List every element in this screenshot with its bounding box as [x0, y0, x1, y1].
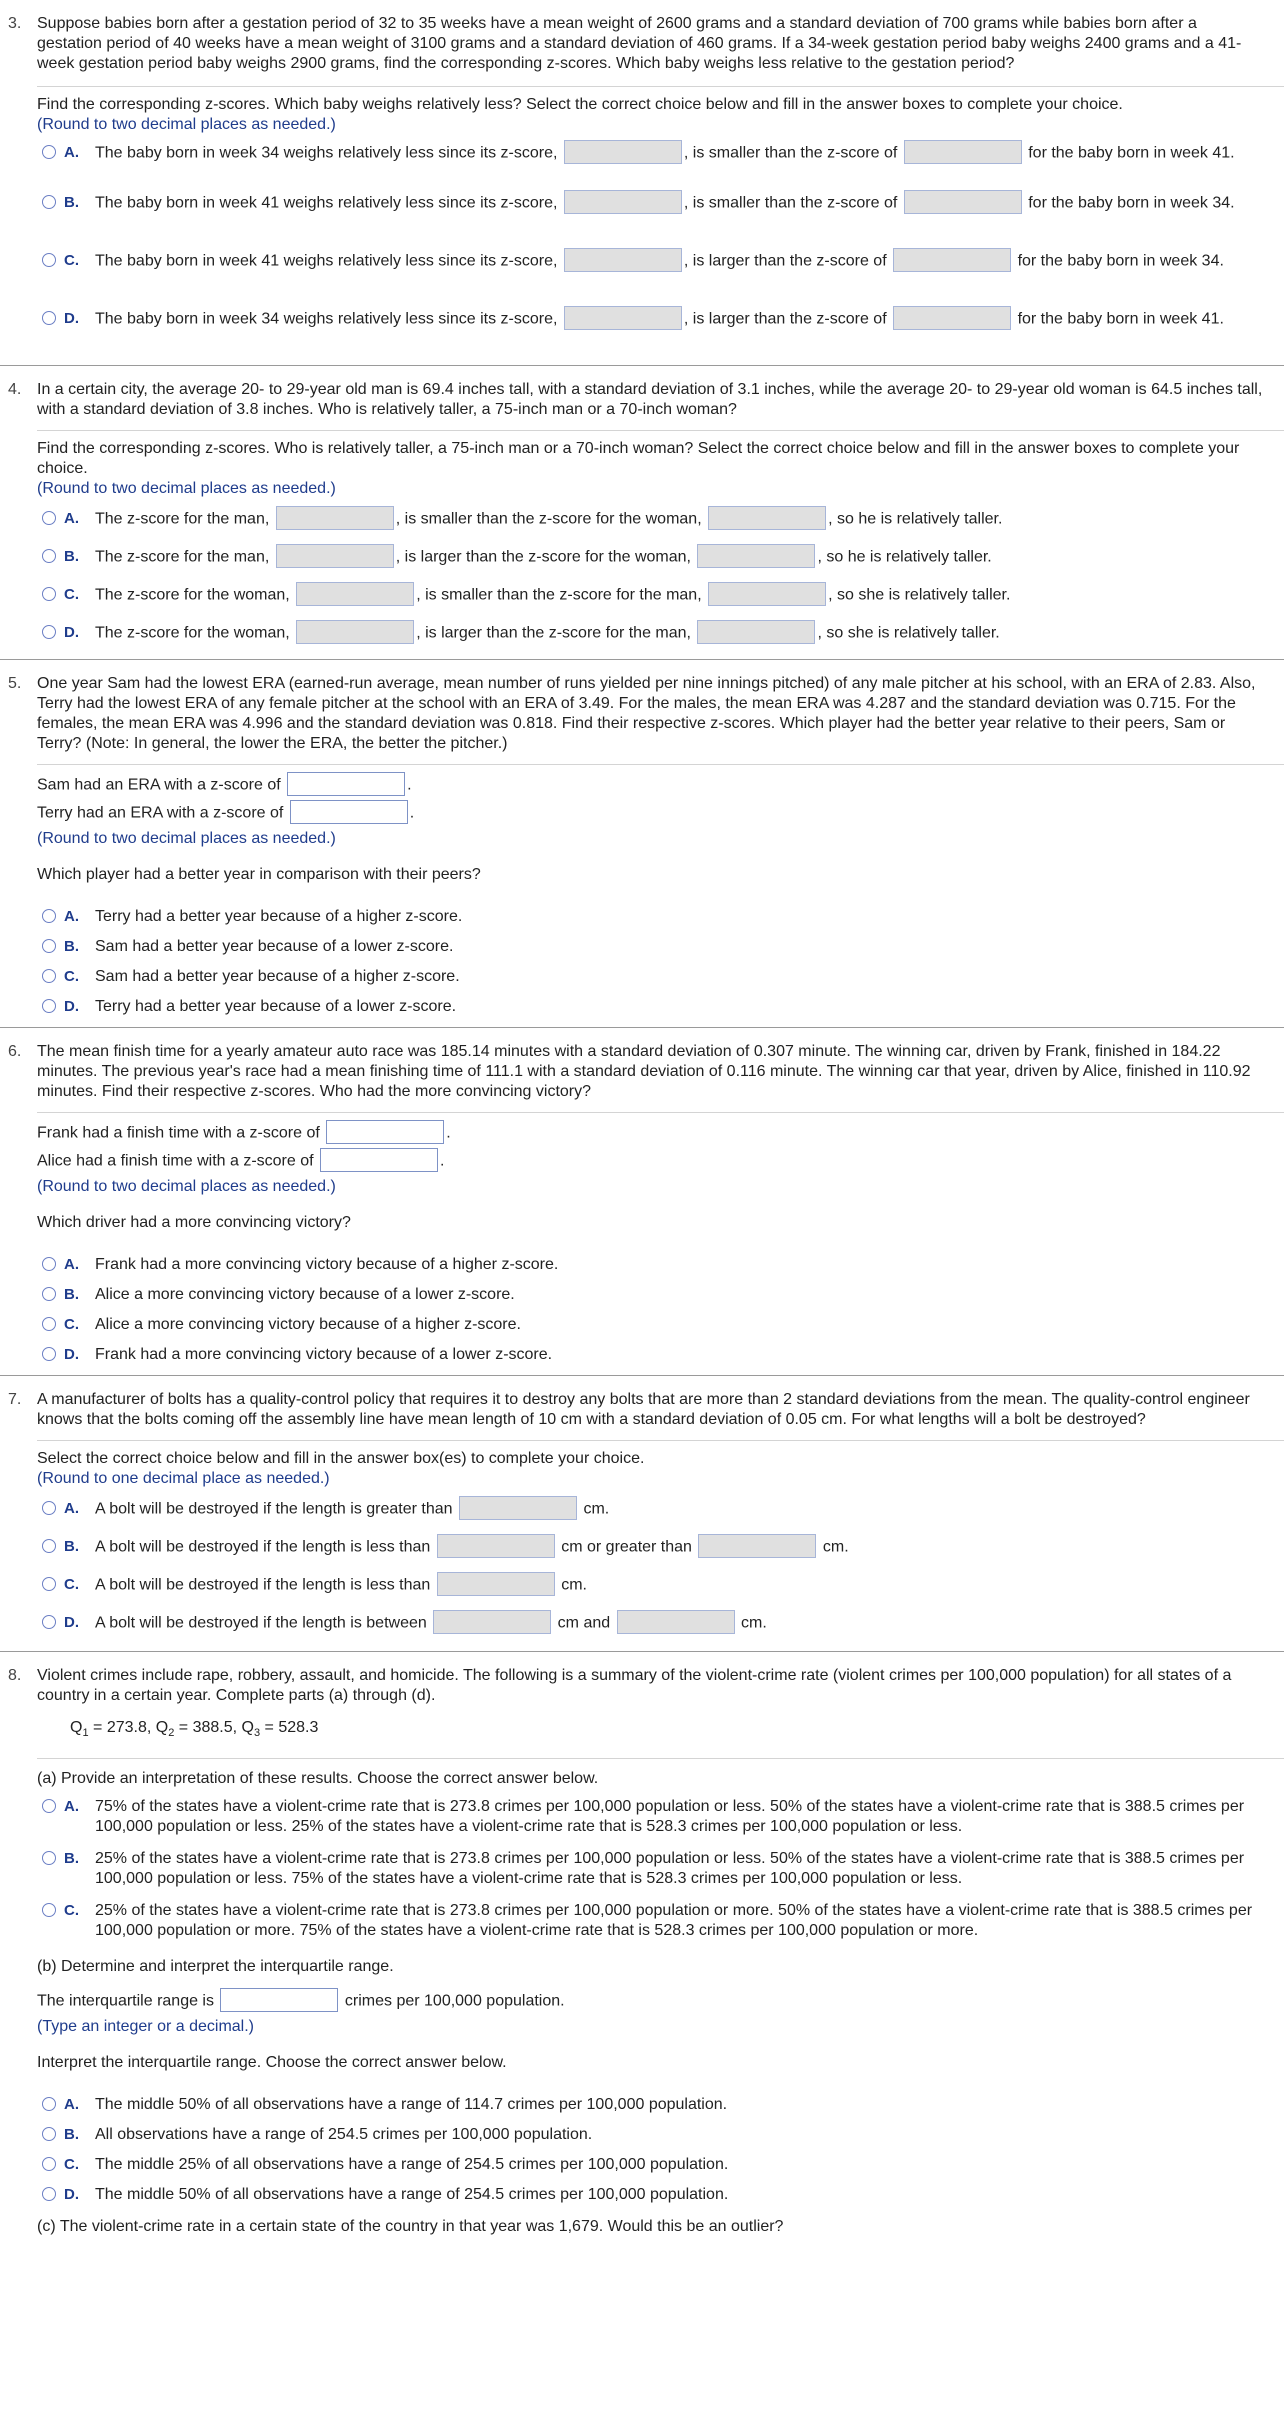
- answer-box[interactable]: [697, 544, 815, 568]
- prompt-text: Frank had a finish time with a z-score of: [37, 1124, 320, 1142]
- option-text: The baby born in week 41 weighs relatively less since its z-score,: [95, 252, 558, 270]
- q-value: = 528.3: [260, 1719, 319, 1736]
- option-d[interactable]: [37, 1345, 1254, 1375]
- option-c[interactable]: [37, 967, 1254, 997]
- question-text: One year Sam had the lowest ERA (earned-run average, mean number of runs yielded per nine innings pitched) of any male pitcher at his school, with an ERA of 2.83. Also, Terry had the lowest ERA of any female pitcher at the school with an ERA of 3.49. For the males, the mean ERA was 4.287 and the standard deviation was 0.715. For the females, the mean ERA was 4.996 and the standard deviation was 0.818. Find their respective z-scores. Which player had the better year relative to their peers, Sam or Terry? (Note: In general, the lower the ERA, the better the pitcher.): [37, 675, 1256, 752]
- interpret-prompt: Interpret the interquartile range. Choose the correct answer below.: [37, 2054, 507, 2071]
- option-text: The baby born in week 34 weighs relatively less since its z-score,: [95, 144, 558, 162]
- option-letter: B.: [64, 194, 79, 211]
- option-text: 25% of the states have a violent-crime rate that is 273.8 crimes per 100,000 population or more. 50% of the states have a violent-crime rate that is 388.5 crimes per 100,000 population or more. 75% of the states have a violent-crime rate that is 528.3 crimes per 100,000 population or more.: [95, 1902, 1253, 1939]
- question-6: [0, 1028, 1284, 1375]
- terry-zscore-line: [37, 803, 1266, 829]
- answer-box[interactable]: [276, 544, 394, 568]
- terry-zscore-input[interactable]: [290, 800, 408, 824]
- option-b[interactable]: [37, 937, 1254, 967]
- question-number: 3.: [8, 15, 22, 32]
- option-letter: D.: [64, 1346, 79, 1363]
- instruction: Find the corresponding z-scores. Which baby weighs relatively less? Select the correct choice below and fill in the answer boxes to complete your choice.: [37, 96, 1123, 113]
- radio-button[interactable]: [42, 1317, 56, 1331]
- option-letter: B.: [64, 938, 79, 955]
- option-text: , is smaller than the z-score for the woman,: [395, 510, 702, 528]
- option-letter: C.: [64, 1902, 79, 1919]
- answer-box[interactable]: [617, 1610, 735, 1634]
- question-8: [0, 1652, 1284, 2237]
- iqr-line: [37, 1991, 1266, 2017]
- option-letter: C.: [64, 968, 79, 985]
- option-c[interactable]: [37, 2155, 1254, 2185]
- question-number: 6.: [8, 1043, 22, 1060]
- radio-button[interactable]: [42, 253, 56, 267]
- iqr-input[interactable]: [220, 1988, 338, 2012]
- option-a[interactable]: [37, 143, 1254, 193]
- option-text: 75% of the states have a violent-crime rate that is 273.8 crimes per 100,000 population or less. 50% of the states have a violent-crime rate that is 388.5 crimes per 100,000 population or less. 25% of the states have a violent-crime rate that is 528.3 crimes per 100,000 population or less.: [95, 1798, 1245, 1835]
- option-letter: A.: [64, 2096, 79, 2113]
- option-letter: B.: [64, 548, 79, 565]
- option-text: The baby born in week 34 weighs relatively less since its z-score,: [95, 310, 558, 328]
- prompt-text: The interquartile range is: [37, 1992, 214, 2010]
- q-subscript: 1: [82, 1727, 89, 1740]
- radio-button[interactable]: [42, 1257, 56, 1271]
- option-text: The z-score for the man,: [95, 548, 270, 566]
- answer-box[interactable]: [697, 620, 815, 644]
- option-text: A bolt will be destroyed if the length is between: [95, 1614, 427, 1632]
- answer-box[interactable]: [564, 306, 682, 330]
- radio-button[interactable]: [42, 587, 56, 601]
- option-letter: B.: [64, 1850, 79, 1867]
- option-b[interactable]: [37, 1537, 1254, 1575]
- answer-box[interactable]: [893, 306, 1011, 330]
- option-letter: B.: [64, 1538, 79, 1555]
- radio-button[interactable]: [42, 909, 56, 923]
- option-a[interactable]: [37, 509, 1254, 547]
- option-letter: C.: [64, 252, 79, 269]
- option-text: Frank had a more convincing victory because of a higher z-score.: [95, 1256, 559, 1273]
- option-letter: C.: [64, 1316, 79, 1333]
- option-text: Terry had a better year because of a lower z-score.: [95, 998, 457, 1015]
- answer-box[interactable]: [276, 506, 394, 530]
- option-text: for the baby born in week 41.: [1017, 310, 1224, 328]
- option-letter: D.: [64, 998, 79, 1015]
- option-d[interactable]: [37, 1613, 1254, 1651]
- part-c-prompt: (c) The violent-crime rate in a certain state of the country in that year was 1,679. Would this be an outlier?: [37, 2218, 784, 2235]
- option-text: , is larger than the z-score for the woman,: [395, 548, 691, 566]
- radio-button[interactable]: [42, 1577, 56, 1591]
- option-text: Sam had a better year because of a higher z-score.: [95, 968, 460, 985]
- option-letter: A.: [64, 1500, 79, 1517]
- option-letter: A.: [64, 908, 79, 925]
- prompt-text: Terry had an ERA with a z-score of: [37, 804, 284, 822]
- option-letter: A.: [64, 144, 79, 161]
- answer-box[interactable]: [904, 190, 1022, 214]
- period: .: [440, 1152, 445, 1170]
- option-text: Terry had a better year because of a higher z-score.: [95, 908, 463, 925]
- option-b[interactable]: [37, 1285, 1254, 1315]
- question-text: Violent crimes include rape, robbery, assault, and homicide. The following is a summary of the violent-crime rate (violent crimes per 100,000 population) for all states of a country in a certain year. Complete parts (a) through (d).: [37, 1667, 1232, 1704]
- option-text: Sam had a better year because of a lower z-score.: [95, 938, 454, 955]
- option-text: cm.: [741, 1614, 767, 1632]
- sam-zscore-input[interactable]: [287, 772, 405, 796]
- option-text: , so he is relatively taller.: [817, 548, 992, 566]
- option-a[interactable]: [37, 1255, 1254, 1285]
- answer-box[interactable]: [698, 1534, 816, 1558]
- option-text: The z-score for the man,: [95, 510, 270, 528]
- option-d[interactable]: [37, 309, 1254, 365]
- option-text: , is larger than the z-score of: [683, 252, 887, 270]
- option-text: The z-score for the woman,: [95, 586, 290, 604]
- option-d[interactable]: [37, 2185, 1254, 2217]
- rounding-hint: (Round to two decimal places as needed.): [37, 116, 336, 133]
- answer-box[interactable]: [708, 506, 826, 530]
- option-c[interactable]: [37, 1901, 1254, 1957]
- q-symbol: Q: [241, 1719, 254, 1736]
- question-5: [0, 660, 1284, 1027]
- option-d[interactable]: [37, 997, 1254, 1027]
- option-c[interactable]: [37, 1315, 1254, 1345]
- question-4: [0, 366, 1284, 659]
- radio-button[interactable]: [42, 311, 56, 325]
- answer-box[interactable]: [437, 1572, 555, 1596]
- option-text: Frank had a more convincing victory because of a lower z-score.: [95, 1346, 553, 1363]
- radio-button[interactable]: [42, 2157, 56, 2171]
- option-text: All observations have a range of 254.5 crimes per 100,000 population.: [95, 2126, 593, 2143]
- radio-button[interactable]: [42, 2187, 56, 2201]
- option-letter: B.: [64, 1286, 79, 1303]
- answer-box[interactable]: [893, 248, 1011, 272]
- question-text: A manufacturer of bolts has a quality-control policy that requires it to destroy any bolts that are more than 2 standard deviations from the mean. The quality-control engineer knows that the bolts coming off the assembly line have mean length of 10 cm with a standard deviation of 0.05 cm. For what lengths will a bolt be destroyed?: [37, 1391, 1250, 1428]
- option-c[interactable]: [37, 1575, 1254, 1613]
- answer-box[interactable]: [904, 140, 1022, 164]
- quartile-summary: [70, 1718, 1284, 1758]
- question-text: In a certain city, the average 20- to 29-year old man is 69.4 inches tall, with a standard deviation of 3.1 inches, while the average 20- to 29-year old woman is 64.5 inches tall, with a standard deviation of 3.8 inches. Who is relatively taller, a 75-inch man or a 70-inch woman?: [37, 381, 1263, 418]
- option-text: for the baby born in week 41.: [1028, 144, 1235, 162]
- period: .: [446, 1124, 451, 1142]
- answer-box[interactable]: [296, 582, 414, 606]
- rounding-hint: (Round to two decimal places as needed.): [37, 1178, 336, 1195]
- option-letter: A.: [64, 1256, 79, 1273]
- option-text: , is larger than the z-score for the man,: [416, 624, 691, 642]
- radio-button[interactable]: [42, 625, 56, 639]
- answer-box[interactable]: [296, 620, 414, 644]
- radio-button[interactable]: [42, 145, 56, 159]
- rounding-hint: (Round to one decimal place as needed.): [37, 1470, 330, 1487]
- option-letter: D.: [64, 310, 79, 327]
- question-text: The mean finish time for a yearly amateur auto race was 185.14 minutes with a standard deviation of 0.307 minute. The winning car, driven by Frank, finished in 184.22 minutes. The previous year's race had a mean finishing time of 111.1 with a standard deviation of 0.116 minute. The winning car that year, driven by Alice, finished in 110.92 minutes. Find their respective z-scores. Who had the more convincing victory?: [37, 1043, 1251, 1100]
- option-text: The z-score for the woman,: [95, 624, 290, 642]
- question-text: Suppose babies born after a gestation period of 32 to 35 weeks have a mean weight of 2600 grams and a standard deviation of 700 grams while babies born after a gestation period of 40 weeks have a mean weight of 3100 grams and a standard deviation of 460 grams. If a 34-week gestation period baby weighs 2400 grams and a 41-week gestation period baby weighs 2900 grams, find the corresponding z-scores. Which baby weighs less relative to the gestation period?: [37, 15, 1242, 72]
- option-text: cm.: [822, 1538, 849, 1556]
- rounding-hint: (Round to two decimal places as needed.): [37, 830, 336, 847]
- answer-box[interactable]: [433, 1610, 551, 1634]
- option-b[interactable]: [37, 547, 1254, 585]
- option-text: Alice a more convincing victory because of a higher z-score.: [95, 1316, 521, 1333]
- alice-zscore-input[interactable]: [320, 1148, 438, 1172]
- q-subscript: 2: [168, 1727, 175, 1740]
- option-letter: C.: [64, 586, 79, 603]
- sub-question: Which driver had a more convincing victory?: [37, 1214, 351, 1231]
- option-text: The baby born in week 41 weighs relatively less since its z-score,: [95, 194, 558, 212]
- option-b[interactable]: [37, 1849, 1254, 1901]
- radio-button[interactable]: [42, 1539, 56, 1553]
- option-letter: D.: [64, 2186, 79, 2203]
- option-a[interactable]: [37, 2095, 1254, 2125]
- prompt-text: Sam had an ERA with a z-score of: [37, 776, 281, 794]
- option-letter: C.: [64, 2156, 79, 2173]
- option-text: The middle 50% of all observations have a range of 254.5 crimes per 100,000 population.: [95, 2186, 729, 2203]
- answer-box[interactable]: [708, 582, 826, 606]
- option-text: for the baby born in week 34.: [1028, 194, 1235, 212]
- option-a[interactable]: [37, 907, 1254, 937]
- radio-button[interactable]: [42, 1851, 56, 1865]
- option-text: , is smaller than the z-score of: [683, 144, 898, 162]
- option-text: , is smaller than the z-score of: [683, 194, 898, 212]
- question-number: 8.: [8, 1667, 22, 1684]
- instruction: Select the correct choice below and fill in the answer box(es) to complete your choice.: [37, 1450, 645, 1467]
- option-text: Alice a more convincing victory because of a lower z-score.: [95, 1286, 515, 1303]
- q-value: = 273.8,: [88, 1719, 156, 1736]
- option-text: , is smaller than the z-score for the man,: [416, 586, 702, 604]
- question-3: [0, 0, 1284, 365]
- frank-zscore-input[interactable]: [326, 1120, 444, 1144]
- sub-question: Which player had a better year in comparison with their peers?: [37, 866, 481, 883]
- part-a-prompt: (a) Provide an interpretation of these results. Choose the correct answer below.: [37, 1770, 599, 1787]
- question-number: 5.: [8, 675, 22, 692]
- radio-button[interactable]: [42, 1347, 56, 1361]
- period: .: [407, 776, 412, 794]
- radio-button[interactable]: [42, 549, 56, 563]
- option-letter: A.: [64, 510, 79, 527]
- radio-button[interactable]: [42, 1799, 56, 1813]
- option-d[interactable]: [37, 623, 1254, 659]
- sam-zscore-line: [37, 775, 1266, 803]
- q-value: = 388.5,: [174, 1719, 242, 1736]
- radio-button[interactable]: [42, 1287, 56, 1301]
- radio-button[interactable]: [42, 2127, 56, 2141]
- option-text: , is larger than the z-score of: [683, 310, 887, 328]
- answer-box[interactable]: [564, 190, 682, 214]
- option-letter: B.: [64, 2126, 79, 2143]
- option-text: The middle 25% of all observations have a range of 254.5 crimes per 100,000 population.: [95, 2156, 729, 2173]
- answer-box[interactable]: [437, 1534, 555, 1558]
- option-a[interactable]: [37, 1797, 1254, 1849]
- option-text: , so she is relatively taller.: [828, 586, 1011, 604]
- rounding-hint: (Round to two decimal places as needed.): [37, 480, 336, 497]
- option-text: 25% of the states have a violent-crime rate that is 273.8 crimes per 100,000 population or less. 50% of the states have a violent-crime rate that is 388.5 crimes per 100,000 population or less. 75% of the states have a violent-crime rate that is 528.3 crimes per 100,000 population or less.: [95, 1850, 1245, 1887]
- unit-text: crimes per 100,000 population.: [344, 1992, 565, 2010]
- answer-box[interactable]: [564, 248, 682, 272]
- radio-button[interactable]: [42, 969, 56, 983]
- option-text: A bolt will be destroyed if the length is less than: [95, 1538, 431, 1556]
- q-symbol: Q: [70, 1719, 83, 1736]
- question-number: 4.: [8, 381, 22, 398]
- option-letter: A.: [64, 1798, 79, 1815]
- radio-button[interactable]: [42, 939, 56, 953]
- option-text: A bolt will be destroyed if the length is less than: [95, 1576, 431, 1594]
- radio-button[interactable]: [42, 999, 56, 1013]
- question-number: 7.: [8, 1391, 22, 1408]
- frank-zscore-line: [37, 1123, 1266, 1151]
- input-hint: (Type an integer or a decimal.): [37, 2018, 254, 2035]
- option-b[interactable]: [37, 2125, 1254, 2155]
- answer-box[interactable]: [564, 140, 682, 164]
- option-text: , so he is relatively taller.: [828, 510, 1003, 528]
- option-letter: D.: [64, 624, 79, 641]
- radio-button[interactable]: [42, 1903, 56, 1917]
- radio-button[interactable]: [42, 511, 56, 525]
- option-text: A bolt will be destroyed if the length is greater than: [95, 1500, 453, 1518]
- radio-button[interactable]: [42, 1615, 56, 1629]
- option-letter: D.: [64, 1614, 79, 1631]
- option-text: cm.: [583, 1500, 610, 1518]
- part-b-prompt: (b) Determine and interpret the interquartile range.: [37, 1958, 394, 1975]
- option-text: for the baby born in week 34.: [1017, 252, 1224, 270]
- option-a[interactable]: [37, 1499, 1254, 1537]
- option-text: The middle 50% of all observations have a range of 114.7 crimes per 100,000 population.: [95, 2096, 728, 2113]
- alice-zscore-line: [37, 1151, 1266, 1177]
- option-letter: C.: [64, 1576, 79, 1593]
- option-c[interactable]: [37, 585, 1254, 623]
- question-7: [0, 1376, 1284, 1651]
- option-c[interactable]: [37, 251, 1254, 309]
- radio-button[interactable]: [42, 2097, 56, 2111]
- q-subscript: 3: [253, 1727, 261, 1740]
- q-symbol: Q: [155, 1719, 169, 1736]
- prompt-text: Alice had a finish time with a z-score of: [37, 1152, 314, 1170]
- option-text: cm.: [561, 1576, 587, 1594]
- period: .: [409, 804, 415, 822]
- radio-button[interactable]: [42, 1501, 56, 1515]
- option-text: , so she is relatively taller.: [817, 624, 1000, 642]
- option-text: cm and: [557, 1614, 611, 1632]
- option-text: cm or greater than: [561, 1538, 692, 1556]
- radio-button[interactable]: [42, 195, 56, 209]
- answer-box[interactable]: [459, 1496, 577, 1520]
- instruction: Find the corresponding z-scores. Who is relatively taller, a 75-inch man or a 70-inch woman? Select the correct choice below and fill in the answer boxes to complete your choice.: [37, 440, 1240, 477]
- option-b[interactable]: [37, 193, 1254, 251]
